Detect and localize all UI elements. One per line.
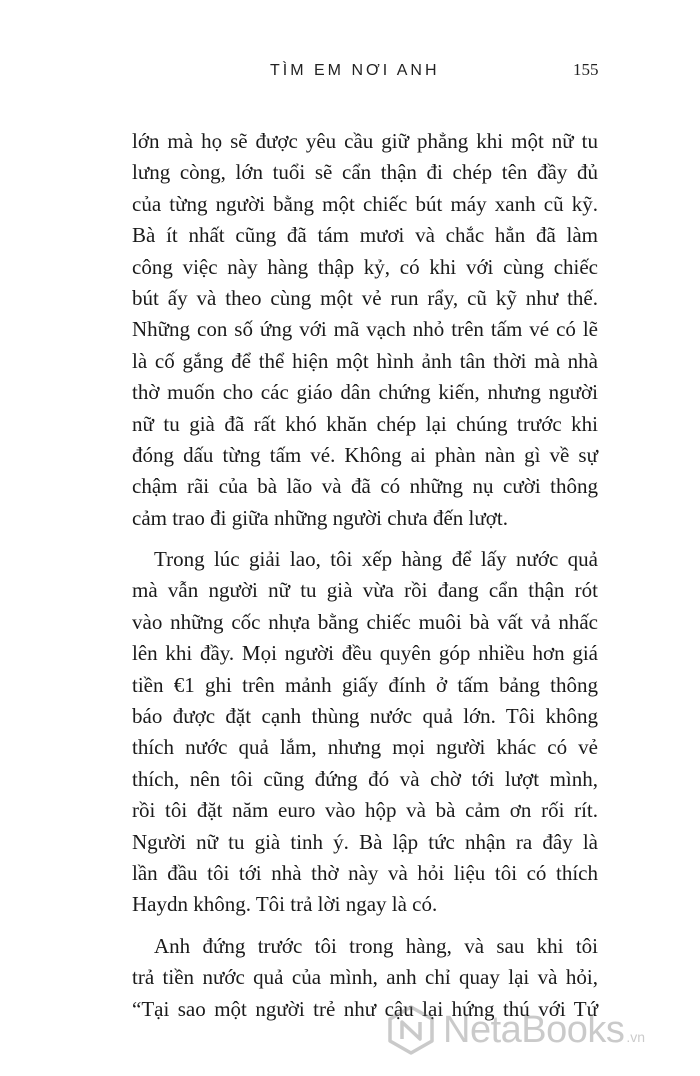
body-text (132, 126, 598, 1025)
page-number: 155 (573, 60, 599, 79)
running-head-title: TÌM EM NƠI ANH (270, 62, 440, 79)
text-line: cảm trao đi giữa những người chưa đến lượt. (132, 505, 508, 530)
text-line: vào những cốc nhựa bằng chiếc muôi bà vất vả nhấc (132, 609, 598, 634)
text-line: báo được đặt cạnh thùng nước quả lớn. Tôi không (132, 704, 598, 729)
text-line: Những con số ứng với mã vạch nhỏ trên tấm vé có lẽ (132, 317, 598, 342)
text-line: Trong lúc giải lao, tôi xếp hàng để lấy nước quả (154, 547, 598, 572)
text-line: mà vẫn người nữ tu già vừa rồi đang cẩn thận rót (132, 578, 598, 603)
text-line: rồi tôi đặt năm euro vào hộp và bà cảm ơn rối rít. (132, 798, 598, 823)
text-line: Người nữ tu già tinh ý. Bà lập tức nhận ra đây là (132, 829, 598, 854)
text-line: lớn mà họ sẽ được yêu cầu giữ phẳng khi một nữ tu (132, 129, 598, 153)
text-line: lên khi đầy. Mọi người đều quyên góp nhiều hơn giá (132, 641, 598, 666)
text-line: đóng dấu từng tấm vé. Không ai phàn nàn gì về sự (132, 442, 598, 467)
text-line: chậm rãi của bà lão và đã có những nụ cười thông (132, 474, 598, 499)
text-line: nữ tu già đã rất khó khăn chép lại chúng trước khi (132, 411, 598, 436)
netabooks-logo-icon (385, 1004, 437, 1056)
text-line: tiền €1 ghi trên mảnh giấy đính ở tấm bảng thông (132, 672, 598, 697)
watermark (385, 1000, 695, 1060)
paragraph (132, 544, 598, 921)
text-line: Bà ít nhất cũng đã tám mươi và chắc hẳn đã làm (132, 223, 598, 248)
text-line: Anh đứng trước tôi trong hàng, và sau khi tôi (154, 933, 598, 958)
text-line: thích nước quả lắm, nhưng mọi người khác có vẻ (132, 735, 598, 760)
text-line: “Tại sao một người trẻ như cậu lại hứng thú với Tứ (132, 996, 598, 1021)
paragraph (132, 126, 598, 534)
text-line: thờ muốn cho các giáo dân chứng kiến, nhưng người (132, 380, 598, 405)
text-line: công việc này hàng thập kỷ, có khi với cùng chiếc (132, 254, 598, 279)
text-line: bút ấy và theo cùng một vẻ run rẩy, cũ kỹ như thế. (132, 285, 598, 310)
text-line: lần đầu tôi tới nhà thờ này và hỏi liệu tôi có thích (132, 860, 598, 885)
watermark-brand: NetaBooks (443, 1008, 625, 1051)
text-line: trả tiền nước quả của mình, anh chỉ quay lại và hỏi, (132, 965, 598, 990)
text-line: của từng người bằng một chiếc bút máy xanh cũ kỹ. (132, 191, 598, 216)
text-line: là cố gắng để thể hiện một hình ảnh tân thời mà nhà (132, 348, 598, 373)
text-line: Haydn không. Tôi trả lời ngay là có. (132, 892, 438, 917)
text-line: thích, nên tôi cũng đứng đó và chờ tới lượt mình, (132, 766, 598, 791)
paragraph-gap (132, 921, 598, 931)
text-line: lưng còng, lớn tuổi sẽ cẩn thận đi chép tên đầy đủ (132, 160, 598, 185)
paragraph-gap (132, 534, 598, 544)
watermark-suffix: .vn (626, 1029, 646, 1045)
